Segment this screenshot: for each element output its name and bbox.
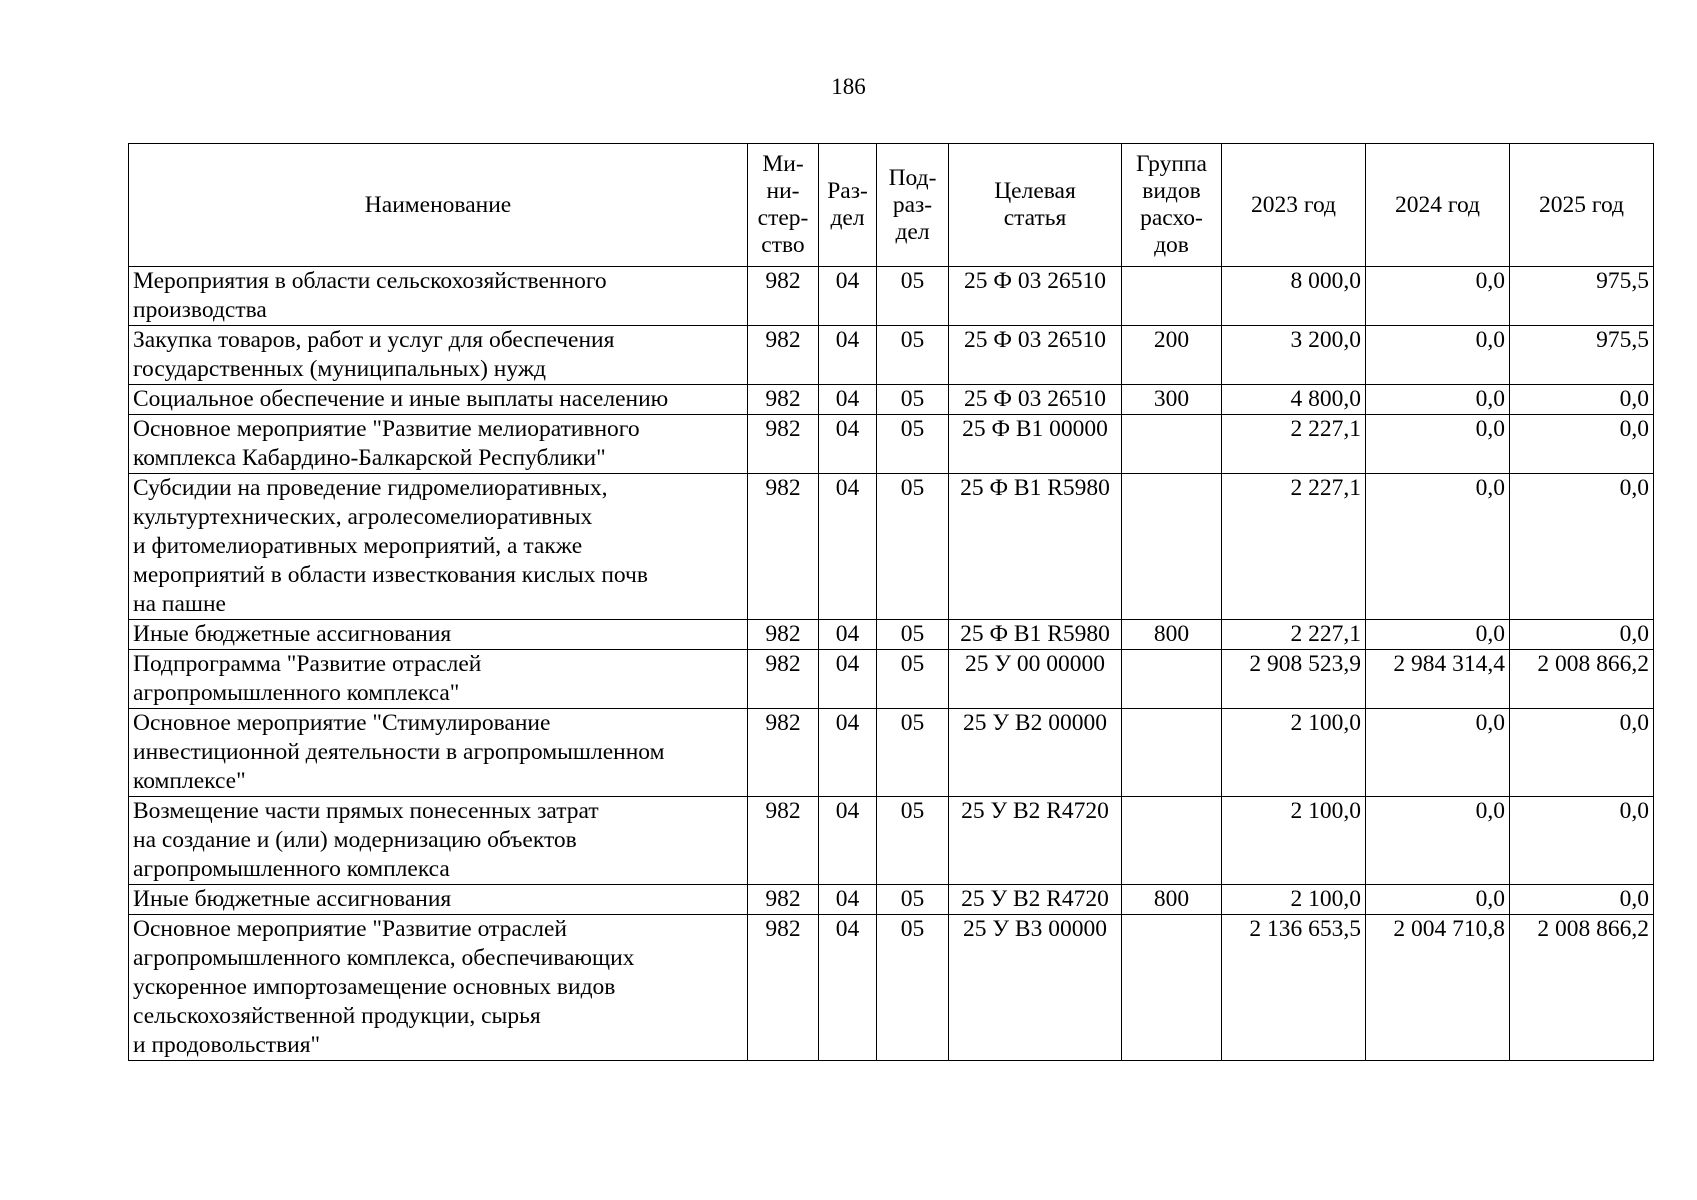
row-section: 04 — [819, 415, 877, 474]
row-expense-group — [1122, 915, 1222, 1061]
row-ministry: 982 — [748, 915, 819, 1061]
row-subsection: 05 — [877, 385, 949, 415]
row-subsection: 05 — [877, 797, 949, 885]
row-name: Подпрограмма "Развитие отраслей агропромышленного комплекса" — [129, 650, 748, 709]
row-name: Социальное обеспечение и иные выплаты населению — [129, 385, 748, 415]
row-ministry: 982 — [748, 267, 819, 326]
table-row — [129, 620, 1654, 650]
table-row — [129, 267, 1654, 326]
row-ministry: 982 — [748, 474, 819, 620]
row-amount-2024: 0,0 — [1366, 326, 1510, 385]
header-target-article: Целевая статья — [949, 144, 1122, 267]
row-name: Возмещение части прямых понесенных затрат на создание и (или) модернизацию объектов агропромышленного комплекса — [129, 797, 748, 885]
row-section: 04 — [819, 709, 877, 797]
row-target-article: 25 У В2 00000 — [949, 709, 1122, 797]
row-subsection: 05 — [877, 650, 949, 709]
row-subsection: 05 — [877, 620, 949, 650]
row-amount-2025: 0,0 — [1510, 385, 1654, 415]
row-amount-2025: 0,0 — [1510, 620, 1654, 650]
row-amount-2024: 0,0 — [1366, 267, 1510, 326]
row-target-article: 25 Ф 03 26510 — [949, 267, 1122, 326]
row-amount-2025: 0,0 — [1510, 474, 1654, 620]
row-target-article: 25 Ф В1 00000 — [949, 415, 1122, 474]
row-ministry: 982 — [748, 797, 819, 885]
row-section: 04 — [819, 915, 877, 1061]
row-expense-group: 800 — [1122, 620, 1222, 650]
table-header-row — [129, 144, 1654, 267]
row-expense-group — [1122, 797, 1222, 885]
row-name: Иные бюджетные ассигнования — [129, 885, 748, 915]
row-amount-2025: 0,0 — [1510, 885, 1654, 915]
row-ministry: 982 — [748, 620, 819, 650]
page-number: 186 — [831, 74, 866, 99]
row-amount-2024: 0,0 — [1366, 415, 1510, 474]
row-name: Мероприятия в области сельскохозяйственного производства — [129, 267, 748, 326]
row-section: 04 — [819, 885, 877, 915]
table-row — [129, 326, 1654, 385]
row-section: 04 — [819, 267, 877, 326]
row-name: Основное мероприятие "Стимулирование инвестиционной деятельности в агропромышленном комплексе" — [129, 709, 748, 797]
row-subsection: 05 — [877, 885, 949, 915]
row-amount-2025: 0,0 — [1510, 709, 1654, 797]
header-ministry: Ми- ни- стер- ство — [748, 144, 819, 267]
row-amount-2024: 2 004 710,8 — [1366, 915, 1510, 1061]
row-amount-2024: 0,0 — [1366, 709, 1510, 797]
row-amount-2023: 2 100,0 — [1222, 885, 1366, 915]
header-subsection: Под- раз- дел — [877, 144, 949, 267]
header-year-2023: 2023 год — [1222, 144, 1366, 267]
row-expense-group: 200 — [1122, 326, 1222, 385]
row-name: Субсидии на проведение гидромелиоративных, культуртехнических, агролесомелиоративных и фитомелиоративных мероприятий, а также мероприятий в области известкования кислых почв на пашне — [129, 474, 748, 620]
table-row — [129, 709, 1654, 797]
row-expense-group: 800 — [1122, 885, 1222, 915]
header-expense-group: Группа видов расхо- дов — [1122, 144, 1222, 267]
row-target-article: 25 У В2 R4720 — [949, 797, 1122, 885]
row-target-article: 25 Ф В1 R5980 — [949, 474, 1122, 620]
row-target-article: 25 У В2 R4720 — [949, 885, 1122, 915]
row-ministry: 982 — [748, 709, 819, 797]
row-amount-2024: 0,0 — [1366, 385, 1510, 415]
budget-table — [128, 143, 1654, 1061]
row-amount-2025: 975,5 — [1510, 267, 1654, 326]
row-name: Иные бюджетные ассигнования — [129, 620, 748, 650]
row-expense-group — [1122, 267, 1222, 326]
table-row — [129, 474, 1654, 620]
table-row — [129, 885, 1654, 915]
row-amount-2023: 3 200,0 — [1222, 326, 1366, 385]
table-row — [129, 797, 1654, 885]
header-year-2024: 2024 год — [1366, 144, 1510, 267]
row-section: 04 — [819, 650, 877, 709]
row-name: Закупка товаров, работ и услуг для обеспечения государственных (муниципальных) нужд — [129, 326, 748, 385]
row-amount-2023: 2 227,1 — [1222, 474, 1366, 620]
row-target-article: 25 Ф 03 26510 — [949, 385, 1122, 415]
row-subsection: 05 — [877, 415, 949, 474]
table-row — [129, 915, 1654, 1061]
row-amount-2023: 8 000,0 — [1222, 267, 1366, 326]
row-section: 04 — [819, 326, 877, 385]
row-target-article: 25 Ф В1 R5980 — [949, 620, 1122, 650]
row-ministry: 982 — [748, 650, 819, 709]
row-ministry: 982 — [748, 326, 819, 385]
row-amount-2024: 0,0 — [1366, 620, 1510, 650]
row-name: Основное мероприятие "Развитие отраслей агропромышленного комплекса, обеспечивающих ускоренное импортозамещение основных видов сельскохозяйственной продукции, сырья и продовольствия" — [129, 915, 748, 1061]
row-expense-group — [1122, 709, 1222, 797]
row-ministry: 982 — [748, 415, 819, 474]
row-amount-2025: 0,0 — [1510, 797, 1654, 885]
row-section: 04 — [819, 620, 877, 650]
row-name: Основное мероприятие "Развитие мелиоративного комплекса Кабардино-Балкарской Республики" — [129, 415, 748, 474]
row-expense-group — [1122, 650, 1222, 709]
row-amount-2024: 0,0 — [1366, 474, 1510, 620]
row-amount-2024: 0,0 — [1366, 797, 1510, 885]
row-amount-2023: 2 908 523,9 — [1222, 650, 1366, 709]
row-subsection: 05 — [877, 709, 949, 797]
row-section: 04 — [819, 797, 877, 885]
row-subsection: 05 — [877, 474, 949, 620]
row-amount-2024: 2 984 314,4 — [1366, 650, 1510, 709]
row-amount-2023: 2 100,0 — [1222, 709, 1366, 797]
row-amount-2023: 4 800,0 — [1222, 385, 1366, 415]
row-ministry: 982 — [748, 385, 819, 415]
row-amount-2023: 2 136 653,5 — [1222, 915, 1366, 1061]
row-expense-group: 300 — [1122, 385, 1222, 415]
row-amount-2025: 2 008 866,2 — [1510, 650, 1654, 709]
row-amount-2023: 2 227,1 — [1222, 415, 1366, 474]
table-row — [129, 415, 1654, 474]
row-amount-2023: 2 227,1 — [1222, 620, 1366, 650]
row-section: 04 — [819, 474, 877, 620]
row-amount-2025: 0,0 — [1510, 415, 1654, 474]
header-name: Наименование — [129, 144, 748, 267]
row-ministry: 982 — [748, 885, 819, 915]
row-amount-2025: 975,5 — [1510, 326, 1654, 385]
header-section: Раз- дел — [819, 144, 877, 267]
row-subsection: 05 — [877, 326, 949, 385]
row-target-article: 25 У 00 00000 — [949, 650, 1122, 709]
header-year-2025: 2025 год — [1510, 144, 1654, 267]
row-subsection: 05 — [877, 915, 949, 1061]
row-subsection: 05 — [877, 267, 949, 326]
row-expense-group — [1122, 415, 1222, 474]
row-amount-2025: 2 008 866,2 — [1510, 915, 1654, 1061]
row-expense-group — [1122, 474, 1222, 620]
row-target-article: 25 У В3 00000 — [949, 915, 1122, 1061]
table-row — [129, 385, 1654, 415]
row-target-article: 25 Ф 03 26510 — [949, 326, 1122, 385]
table-row — [129, 650, 1654, 709]
row-amount-2023: 2 100,0 — [1222, 797, 1366, 885]
row-section: 04 — [819, 385, 877, 415]
row-amount-2024: 0,0 — [1366, 885, 1510, 915]
